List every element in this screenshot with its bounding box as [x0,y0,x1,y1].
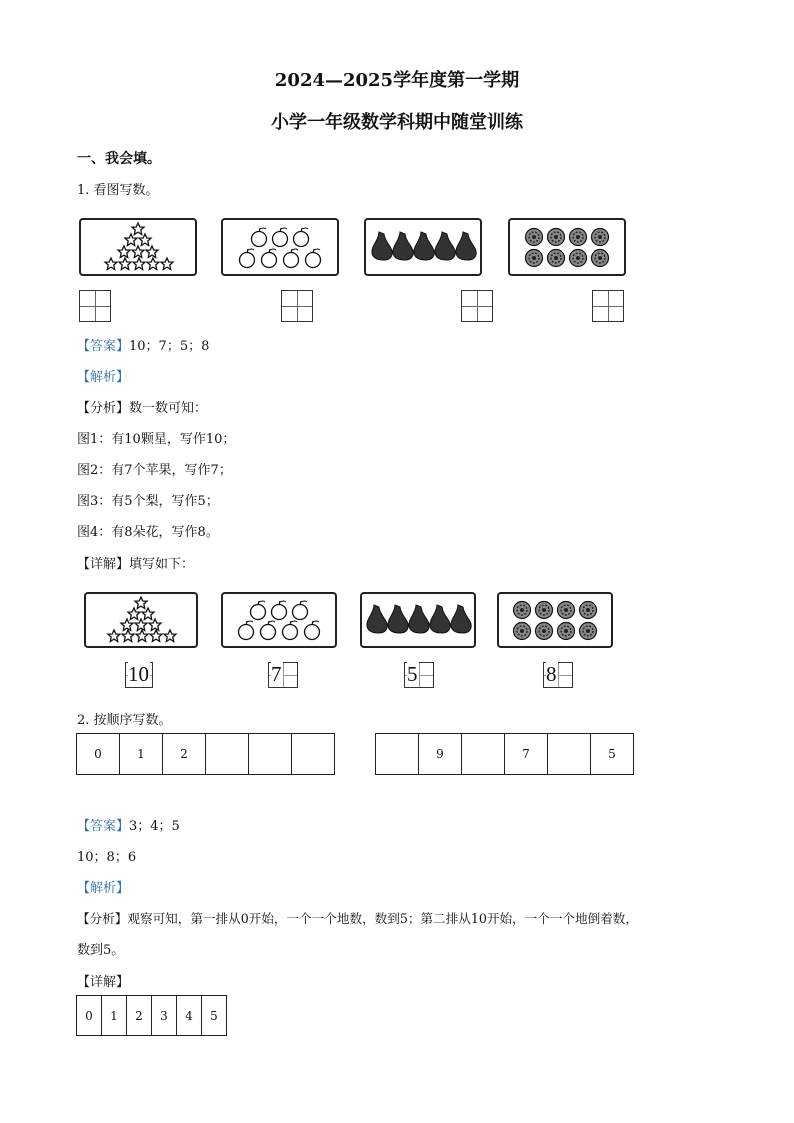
sequence-blank-cell[interactable] [292,734,335,775]
apples-picture-detail [221,592,337,648]
pear-icon [362,594,474,646]
sequence-table-ascending [76,733,335,775]
apple-icon [223,594,335,646]
flowers-picture-detail [497,592,613,648]
q1-analysis-line-2: 图2：有7个苹果，写作7； [77,463,232,478]
stars-picture-detail [84,592,198,648]
writing-grid-1[interactable] [79,290,111,322]
answer-text: 10；7；5；8 [129,339,210,354]
flowers-picture [508,218,626,276]
sequence-cell: 0 [77,996,102,1036]
sequence-cell: 1 [102,996,127,1036]
writing-grid-2[interactable] [281,290,313,322]
sequence-cell: 7 [505,734,548,775]
stars-icon [81,220,195,274]
sequence-blank-cell[interactable] [462,734,505,775]
sequence-blank-cell[interactable] [249,734,292,775]
q1-analysis-line-4: 图4：有8朵花，写作8。 [77,525,219,540]
filled-grid-3 [404,662,434,688]
sequence-cell: 3 [152,996,177,1036]
writing-grid-4[interactable] [592,290,624,322]
sequence-blank-cell[interactable] [376,734,419,775]
filled-grid-1 [125,662,153,688]
apples-picture [221,218,339,276]
q2-detail-head: 【详解】 [77,975,130,990]
writing-grid-3[interactable] [461,290,493,322]
document-title-subject: 小学一年级数学科期中随堂训练 [271,112,523,133]
q1-analysis-line-3: 图3：有5个梨，写作5； [77,494,219,509]
flower-icon [499,594,611,646]
q1-detail-head: 【详解】填写如下： [77,557,195,572]
question-2-prompt: 2. 按顺序写数。 [77,713,172,728]
stars-icon [86,594,196,646]
stars-picture [79,218,197,276]
q2-answer [77,815,180,834]
section-heading: 一、我会填。 [77,151,161,167]
sequence-table-detail [76,995,227,1036]
q1-analysis-head: 【分析】数一数可知： [77,401,208,416]
sequence-blank-cell[interactable] [206,734,249,775]
sequence-cell: 1 [120,734,163,775]
answer-label: 【答案】 [77,819,130,834]
filled-grid-2 [268,662,298,688]
filled-number: 8 [546,662,557,686]
sequence-table-descending [375,733,634,775]
q1-analysis-line-1: 图1：有10颗星，写作10； [77,432,236,447]
apple-icon [223,220,337,274]
filled-number: 7 [271,662,282,686]
sequence-cell: 2 [127,996,152,1036]
q2-answer-line-2: 10；8；6 [77,850,137,865]
sequence-cell: 0 [77,734,120,775]
q1-answer [77,335,209,354]
sequence-cell: 4 [177,996,202,1036]
sequence-cell: 9 [419,734,462,775]
document-title-year: 2024—2025学年度第一学期 [274,70,520,91]
pears-picture [364,218,482,276]
pears-picture-detail [360,592,476,648]
sequence-cell: 5 [202,996,227,1036]
q2-analysis-label: 【解析】 [77,881,130,896]
sequence-cell: 2 [163,734,206,775]
pear-icon [366,220,480,274]
filled-grid-4 [543,662,573,688]
q2-analysis-line-1: 【分析】观察可知，第一排从0开始，一个一个地数，数到5；第二排从10开始，一个一个地倒着数， [77,911,638,926]
answer-label: 【答案】 [77,339,130,354]
q1-analysis-label: 【解析】 [77,370,130,385]
sequence-blank-cell[interactable] [548,734,591,775]
q2-analysis-line-2: 数到5。 [77,943,125,958]
filled-number: 5 [407,662,418,686]
answer-text: 3；4；5 [129,819,180,834]
sequence-cell: 5 [591,734,634,775]
filled-number: 10 [128,662,149,686]
flower-icon [510,220,624,274]
question-1-prompt: 1. 看图写数。 [77,183,159,198]
